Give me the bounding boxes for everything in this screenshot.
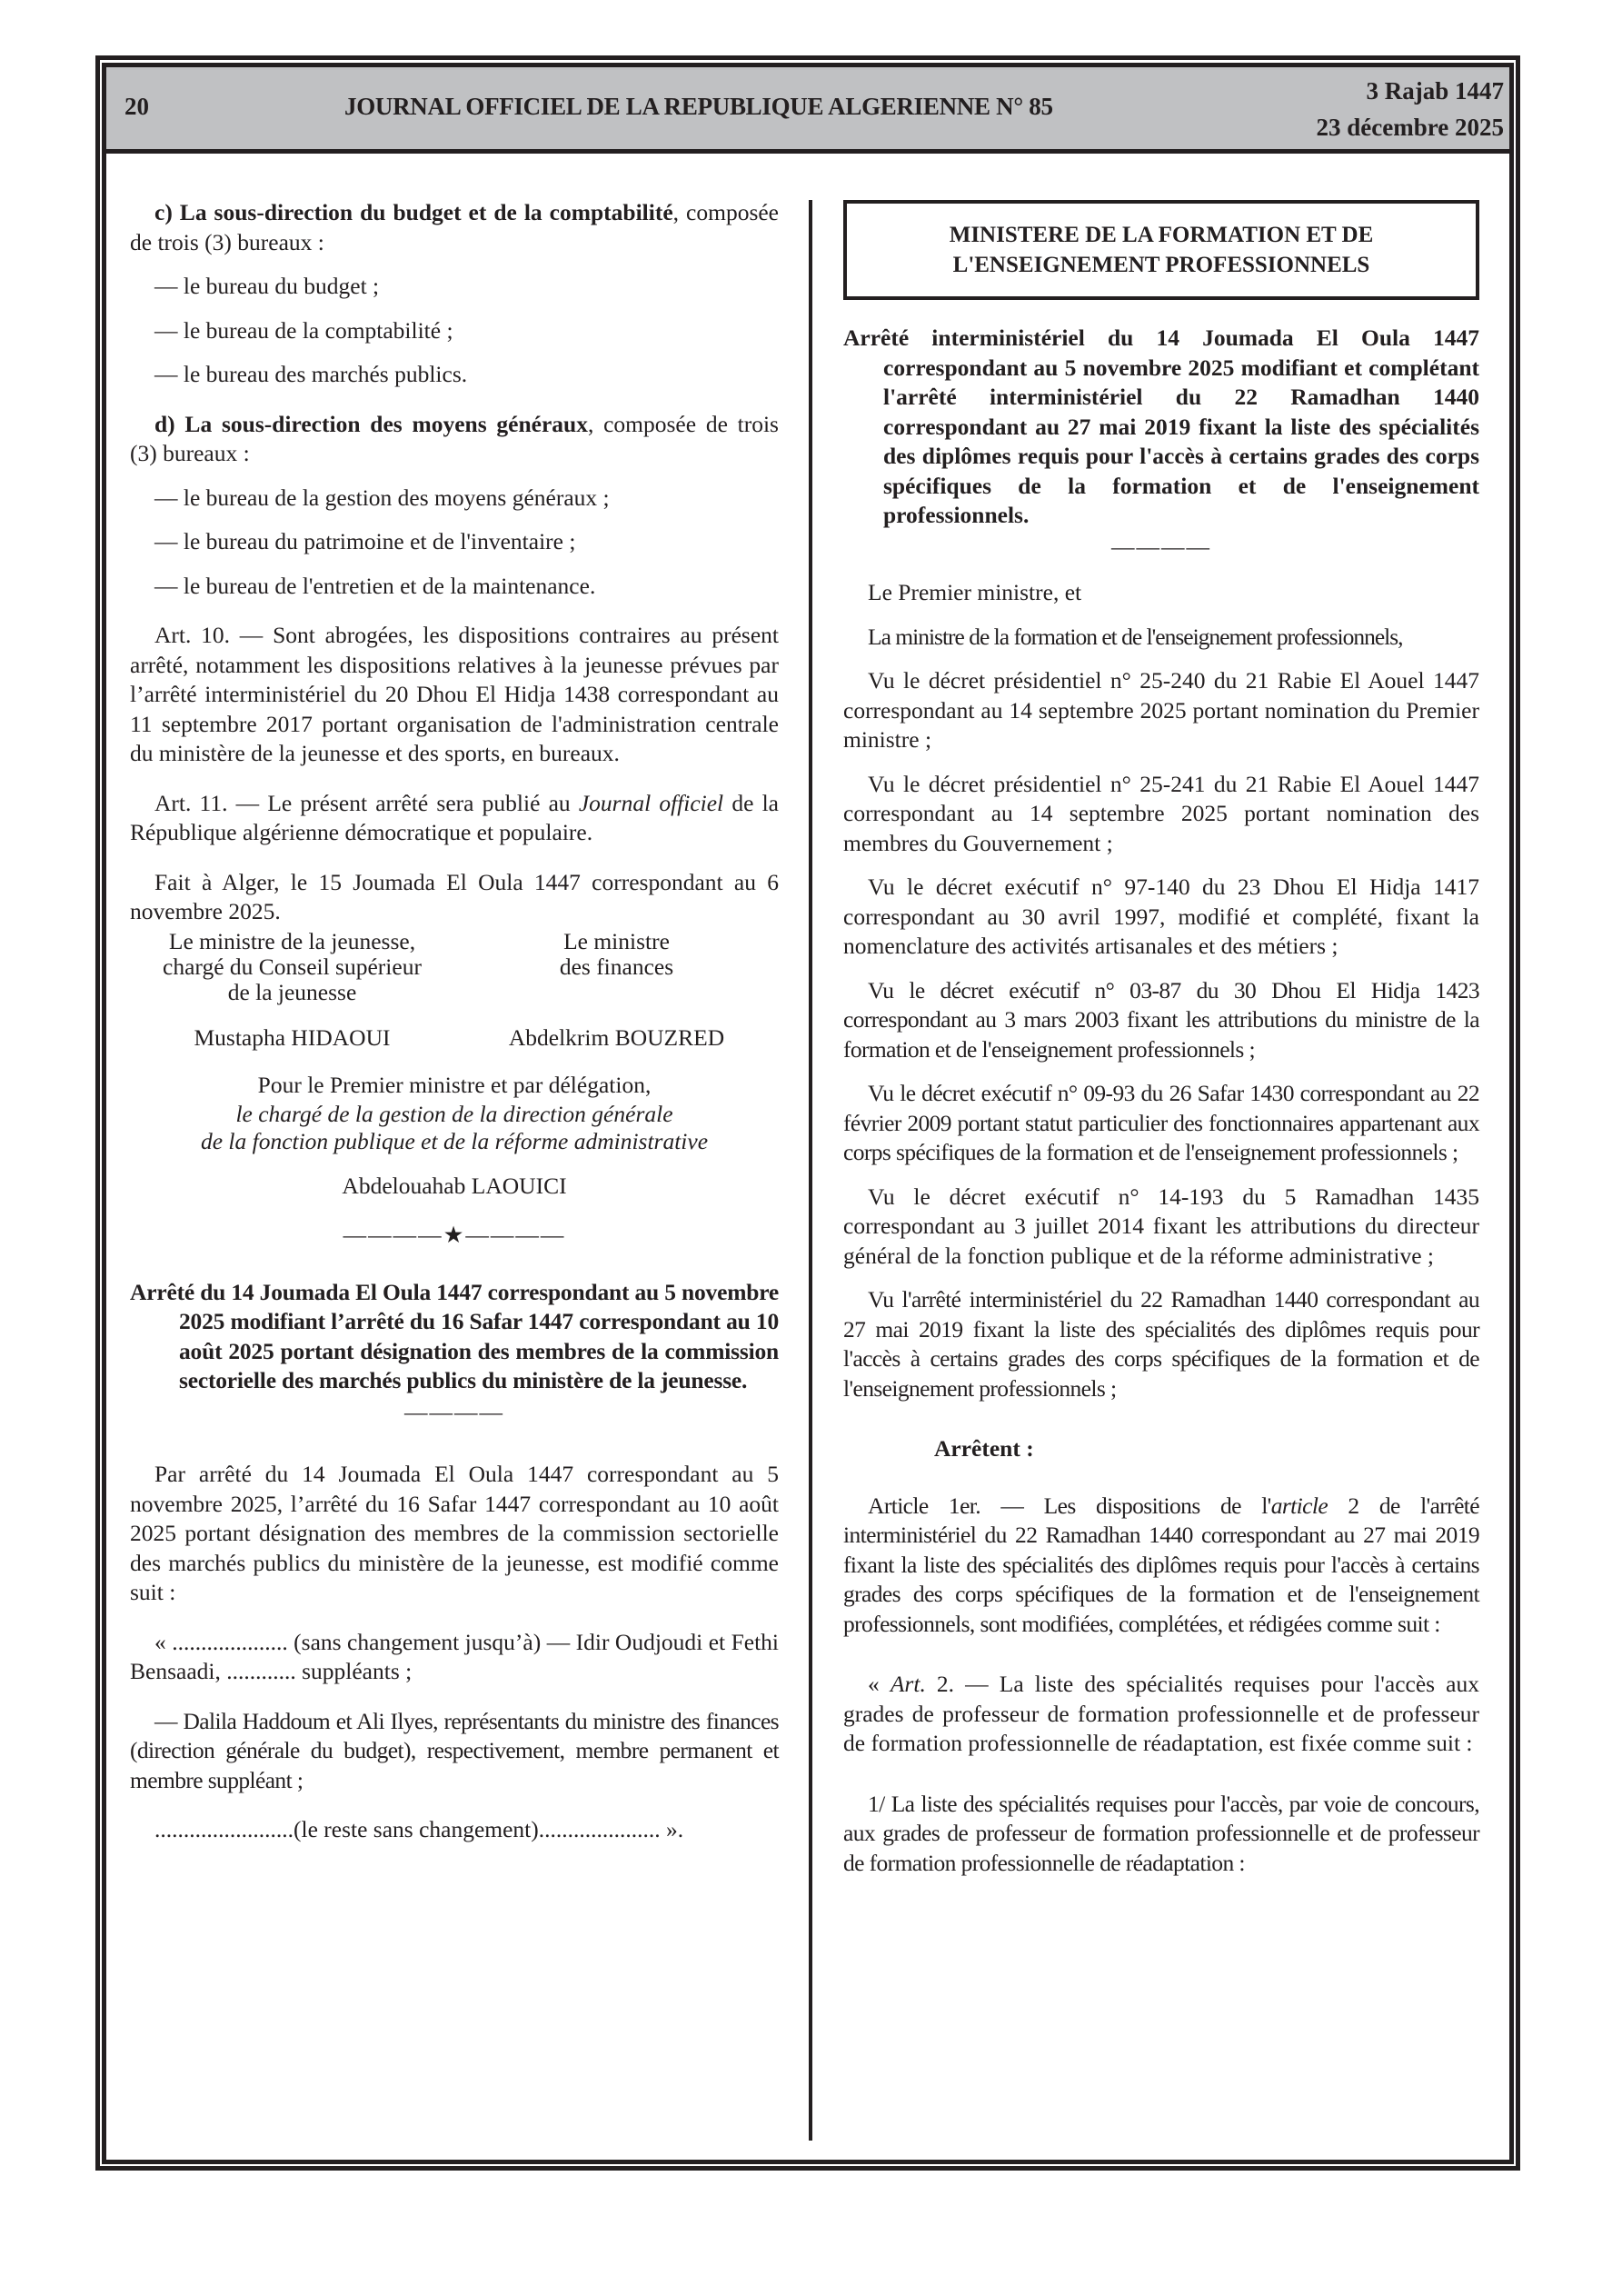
delegate-name: Abdelouahab LAOUICI [342,1172,567,1199]
hijri-date: 3 Rajab 1447 [1366,77,1504,105]
decree-title: Arrêté du 14 Joumada El Oula 1447 correspondant au 5 novembre 2025 modifiant l’arrêté du 16 Safar 1447 correspondant au 10 août 2025 portant désignation des membres de la commission sectorielle des marchés publics du ministère de la jeunesse. [130,1278,779,1393]
list-item: — le bureau du patrimoine et de l'inventaire ; [154,528,576,554]
signatory-left-title [130,929,454,1005]
left-column [130,198,779,1845]
decree-body: Par arrêté du 14 Joumada El Oula 1447 correspondant au 5 novembre 2025, l’arrêté du 16 Safar 1447 correspondant au 10 août 2025 portant désignation des membres de la commission sectorielle des marchés publics du ministère de la jeunesse, est modifié comme suit : [130,1461,779,1605]
delegate-role-line: de la fonction publique et de la réforme administrative [200,1127,709,1154]
list-item: — le bureau du budget ; [154,273,380,299]
list-item: — le bureau de la gestion des moyens généraux ; [154,484,610,511]
signatory-title-line: de la jeunesse [227,978,357,1005]
section-d-heading: d) La sous-direction des moyens généraux [154,410,588,437]
signatory-titles [130,929,779,1005]
point-1: 1/ La liste des spécialités requises pour l'accès, par voie de concours, aux grades de professeur de formation professionnelle et de professeur de formation professionnelle de réadaptation : [843,1790,1479,1876]
vu-clause: Vu l'arrêté interministériel du 22 Ramadhan 1440 correspondant au 27 mai 2019 fixant la liste des spécialités des diplômes requis pour l'accès à certains grades des corps spécifiques de la formation et de l'enseignement professionnels ; [843,1286,1479,1402]
signatory-title-line: des finances [559,953,674,980]
separator: ———— [1111,533,1211,560]
star-separator: ————★———— [343,1222,566,1248]
article-2-label: Art. [890,1671,926,1697]
delegate-role-line: le chargé de la gestion de la direction générale [235,1100,673,1127]
journal-officiel-ref: Journal officiel [578,789,724,816]
column-divider [809,200,812,2141]
section-c [130,198,779,257]
preamble-line: Le Premier ministre, et [868,579,1082,605]
signatory-title-line: chargé du Conseil supérieur [163,953,422,980]
list-item: — le bureau des marchés publics. [154,361,468,387]
list-item: — le bureau de la comptabilité ; [154,316,453,344]
page-number: 20 [124,93,149,120]
arretent-heading: Arrêtent : [934,1435,1034,1462]
signatory-right-name: Abdelkrim BOUZRED [508,1023,725,1051]
amendment-quote: « .................... (sans changement jusqu’à) — Idir Oudjoudi et Fethi Bensaadi, ............ suppléants ; [130,1628,779,1684]
amendment-quote: ........................(le reste sans changement)..................... ». [154,1816,684,1842]
article-1 [843,1492,1479,1640]
list-item: — le bureau de l'entretien et de la maintenance. [154,572,596,599]
right-column [843,198,1479,1878]
decree-title: Arrêté interministériel du 14 Joumada El Oula 1447 correspondant au 5 novembre 2025 modifiant et complétant l'arrêté interministériel du 22 Ramadhan 1440 correspondant au 27 mai 2019 fixant la liste des spécialités des diplômes requis pour l'accès à certains grades des corps spécifiques de la formation et de l'enseignement professionnels. [843,324,1479,528]
article-10: Art. 10. — Sont abrogées, les dispositions contraires au présent arrêté, notamment les dispositions relatives à la jeunesse prévues par l’arrêté interministériel du 20 Dhou El Hidja 1438 correspondant au 11 septembre 2017 portant organisation de l'administration centrale du ministère de la jeunesse et des sports, en bureaux. [130,622,779,766]
section-c-heading: c) La sous-direction du budget et de la comptabilité [154,199,673,225]
signatory-left-name: Mustapha HIDAOUI [194,1023,391,1051]
article-2-open-quote: « [868,1671,891,1697]
vu-clause: Vu le décret exécutif n° 09-93 du 26 Safar 1430 correspondant au 22 février 2009 portant statut particulier des fonctionnaires appartenant aux corps spécifiques de la formation et de l'enseignement professionnels ; [843,1080,1479,1165]
article-11-text: Art. 11. — Le présent arrêté sera publié au [154,789,579,816]
article-2 [843,1670,1479,1759]
article-2-text: 2. — La liste des spécialités requises pour l'accès aux grades de professeur de formation professionnelle et de professeur de formation professionnelle de réadaptation, est fixée comme suit : [843,1671,1480,1756]
article-ref: article [1270,1492,1328,1519]
section-d [130,410,779,469]
ministry-heading-box [843,200,1479,300]
article-11 [130,789,779,848]
vu-clause: Vu le décret exécutif n° 97-140 du 23 Dhou El Hidja 1417 correspondant au 30 avril 1997, modifié et complété, fixant la nomenclature des activités artisanales et des métiers ; [843,873,1479,959]
signatory-right-title [454,929,779,1005]
article-11-text-end: de la République algérienne démocratique et populaire. [130,789,779,845]
preamble-line: La ministre de la formation et de l'enseignement professionnels, [868,623,1403,650]
journal-header [106,67,1509,154]
amendment-quote: — Dalila Haddoum et Ali Ilyes, représentants du ministre des finances (direction générale du budget), respectivement, membre permanent et membre suppléant ; [130,1707,779,1793]
signatory-title-line: Le ministre de la jeunesse, [168,927,416,954]
journal-title: JOURNAL OFFICIEL DE LA REPUBLIQUE ALGERIENNE N° 85 [344,93,1053,120]
vu-clause: Vu le décret présidentiel n° 25-240 du 21 Rabie El Aouel 1447 correspondant au 14 septembre 2025 portant nomination du Premier ministre ; [843,667,1479,753]
separator: ———— [404,1398,504,1425]
fait-a-alger: Fait à Alger, le 15 Joumada El Oula 1447 correspondant au 6 novembre 2025. [130,868,779,924]
vu-clause: Vu le décret exécutif n° 14-193 du 5 Ramadhan 1435 correspondant au 3 juillet 2014 fixant les attributions du directeur général de la fonction publique et de la réforme administrative ; [843,1183,1479,1269]
delegation-line: Pour le Premier ministre et par délégation, [257,1072,652,1098]
signatory-title-line: Le ministre [563,927,670,954]
article-1-text: Article 1er. — Les dispositions de l' [868,1492,1271,1519]
vu-clause: Vu le décret exécutif n° 03-87 du 30 Dhou El Hidja 1423 correspondant au 3 mars 2003 fixant les attributions du ministre de la formation et de l'enseignement professionnels ; [843,976,1479,1063]
vu-clause: Vu le décret présidentiel n° 25-241 du 21 Rabie El Aouel 1447 correspondant au 14 septembre 2025 portant nomination des membres du Gouvernement ; [843,770,1479,856]
section-d-rest: , composée de trois (3) bureaux : [130,410,779,466]
ministry-heading-line: L'ENSEIGNEMENT PROFESSIONNELS [952,253,1370,277]
ministry-heading-line: MINISTERE DE LA FORMATION ET DE [949,223,1374,247]
signatory-names [130,1023,779,1053]
article-1-text-end: 2 de l'arrêté interministériel du 22 Ramadhan 1440 correspondant au 27 mai 2019 fixant la liste des spécialités des diplômes requis pour l'accès à certains grades des corps spécifiques de la formation et de l'enseignement professionnels, sont modifiées, complétées, et rédigées comme suit : [843,1492,1479,1637]
gregorian-date: 23 décembre 2025 [1316,114,1504,141]
section-c-rest: , composée de trois (3) bureaux : [130,199,780,255]
issue-dates [1317,73,1504,145]
